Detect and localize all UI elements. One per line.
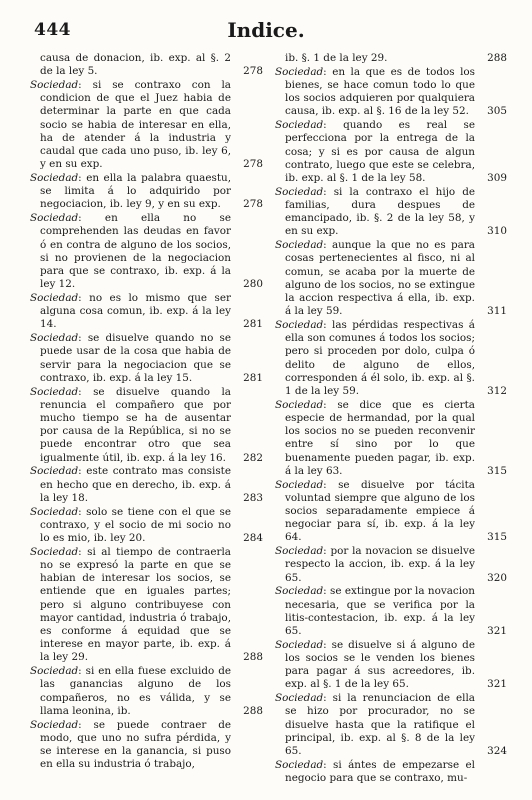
index-entry-body: : se disuelve por tácita voluntad siempre que alguno de los socios separadamente empiece á negociar para sí, ib. exp. á la ley 64. — [285, 478, 475, 544]
index-entry-body: : se dice que es cierta especie de hermandad, por la qual los socios no se pueden reconvenir entre sí sino por lo que buenamente pueden pagar, ib. exp. á la ley 63. — [285, 398, 475, 477]
index-entry-page-ref: 309 — [487, 172, 507, 185]
index-entry-text — [30, 332, 263, 385]
index-entry-page-ref: 321 — [487, 625, 507, 638]
index-entry-body: : se disuelve quando la renuncia el compañero que por mucho tiempo se ha de ausentar por causa de la República, si no se puede encontrar otro que sea igualmente útil, ib. exp. á la ley 16. — [40, 385, 231, 464]
index-entry-page-ref: 281 — [243, 371, 263, 384]
index-entry-subject: Sociedad — [275, 185, 324, 198]
index-entry-body: : en ella la palabra quaestu, se limita á lo adquirido por negociacion, ib. ley 9, y en su exp. — [40, 172, 231, 211]
index-entry-subject: Sociedad — [275, 545, 324, 558]
index-entry-text — [275, 479, 507, 545]
index-entry-text — [275, 186, 507, 239]
index-entry-page-ref: 315 — [487, 531, 507, 544]
index-entry-page-ref: 288 — [243, 651, 263, 664]
index-entry — [30, 546, 263, 665]
index-entry-body: : si la contraxo el hijo de familias, dura despues de emancipado, ib. §. 2 de la ley 58, y en su exp. — [285, 185, 475, 238]
index-entry — [275, 119, 507, 185]
index-entry — [275, 692, 507, 758]
index-entry-page-ref: 280 — [243, 278, 263, 291]
page-title: Indice. — [227, 18, 305, 42]
index-entry-body: : en ella no se comprehenden las deudas en favor ó en contra de alguno de los socios, si no provienen de la negociacion para que se contraxo, ib. exp. á la ley 12. — [40, 212, 231, 291]
index-entry-body: : este contrato mas consiste en hecho que en derecho, ib. exp. á la ley 18. — [40, 465, 231, 504]
index-entry-page-ref: 324 — [487, 745, 507, 758]
index-entry — [30, 506, 263, 546]
index-entry — [30, 719, 263, 772]
index-entry — [275, 319, 507, 398]
index-entry — [275, 52, 507, 65]
index-entry — [275, 479, 507, 545]
index-entry-page-ref: 284 — [243, 532, 263, 545]
index-entry-subject: Sociedad — [275, 692, 324, 705]
index-entry-text — [275, 585, 507, 638]
index-entry-page-ref: 278 — [243, 198, 263, 211]
index-entry-subject: Sociedad — [275, 585, 324, 598]
index-entry-subject: Sociedad — [275, 119, 324, 132]
index-entry-text — [275, 66, 507, 119]
index-entry — [275, 585, 507, 638]
index-entry-subject: Sociedad — [275, 478, 324, 491]
index-entry-body: : se puede contraer de modo, que uno no sufra pérdida, y se interese en la ganancia, si puso en ella su industria ó trabajo, — [40, 718, 231, 771]
index-entry-page-ref: 320 — [487, 571, 507, 584]
index-entry-subject: Sociedad — [275, 638, 324, 651]
index-entry-body: : no es lo mismo que ser alguna cosa comun, ib. exp. á la ley 14. — [40, 292, 231, 331]
index-entry-page-ref: 315 — [487, 464, 507, 477]
index-entry-text — [30, 386, 263, 465]
index-entry-page-ref: 288 — [243, 704, 263, 717]
index-entry-page-ref: 305 — [487, 105, 507, 118]
index-entry-text — [30, 506, 263, 546]
index-entry-subject: Sociedad — [30, 465, 79, 478]
index-entry-text — [30, 465, 263, 505]
index-entry-text — [30, 719, 263, 772]
index-entry-body: : por la novacion se disuelve respecto la accion, ib. exp. á la ley 65. — [285, 545, 475, 584]
index-entry — [30, 79, 263, 171]
page-number: 444 — [34, 20, 71, 40]
index-entry-subject: Sociedad — [275, 65, 324, 78]
index-entry-body: : solo se tiene con el que se contraxo, y el socio de mi socio no lo es mio, ib. ley 20. — [40, 505, 231, 545]
index-entry-text — [275, 759, 507, 785]
index-entry-text — [275, 639, 507, 692]
index-entry — [30, 172, 263, 212]
index-entry-text — [30, 79, 263, 171]
index-entry-page-ref: 288 — [487, 52, 507, 64]
index-entry-subject: Sociedad — [30, 79, 79, 91]
index-entry — [275, 759, 507, 785]
index-entry-subject: Sociedad — [30, 718, 79, 731]
index-entry-page-ref: 321 — [487, 678, 507, 691]
index-entry-text — [275, 319, 507, 398]
index-entry-text — [30, 172, 263, 212]
index-entry — [275, 186, 507, 239]
index-entry — [30, 332, 263, 385]
index-entry-body: ib. §. 1 de la ley 29. — [285, 52, 388, 64]
index-entry-page-ref: 278 — [243, 65, 263, 78]
index-entry-body: : se disuelve quando no se puede usar de la cosa que habia de servir para la negociacion que se contraxo, ib. exp. á la ley 15. — [40, 332, 231, 384]
index-entry-page-ref: 278 — [243, 158, 263, 171]
index-entry-text — [275, 399, 507, 478]
index-entry-subject: Sociedad — [30, 545, 79, 558]
index-entry-text — [30, 292, 263, 332]
index-entry-text — [275, 692, 507, 758]
index-entry-text — [30, 212, 263, 291]
index-entry-page-ref: 283 — [243, 491, 263, 504]
index-entry — [30, 52, 263, 78]
index-entry-subject: Sociedad — [275, 398, 324, 411]
index-entry-page-ref: 282 — [243, 451, 263, 464]
index-entry-text — [30, 665, 263, 718]
left-column — [30, 52, 263, 772]
index-entry-subject: Sociedad — [30, 212, 79, 225]
index-entry-text — [275, 239, 507, 318]
right-column — [275, 52, 507, 786]
index-entry — [275, 239, 507, 318]
index-entry-body: : si al tiempo de contraerla no se expresó la parte en que se habian de interesar los socios, se entiende que en iguales partes; pero si alguno contribuyese con mayor cantidad, industria ó trabajo, es conforme á equidad que se interese en mayor parte, ib. exp. á la ley 29. — [40, 545, 231, 664]
index-entry-subject: Sociedad — [275, 239, 324, 252]
index-entry-body: : si se contraxo con la condicion de que el Juez habia de determinar la parte en que cada socio se habia de interesar en ella, ha de atender á la industria y caudal que cada uno puso, ib. ley 6, y en su exp. — [40, 79, 231, 171]
index-entry — [30, 386, 263, 465]
index-entry-page-ref: 310 — [487, 225, 507, 238]
index-entry-subject: Sociedad — [275, 319, 324, 332]
index-entry — [30, 212, 263, 291]
index-entry-body: : se extingue por la novacion necesaria, que se verifica por la litis-contestacion, ib. exp. á la ley 65. — [285, 585, 475, 638]
index-entry-page-ref: 312 — [487, 385, 507, 398]
index-entry-subject: Sociedad — [30, 332, 79, 345]
index-entry-subject: Sociedad — [30, 505, 79, 518]
index-entry-text — [275, 52, 507, 65]
index-entry-subject: Sociedad — [30, 172, 79, 185]
index-entry-text — [275, 545, 507, 585]
index-entry-page-ref: 311 — [487, 305, 507, 318]
index-entry — [30, 665, 263, 718]
index-entry-body: : en la que es de todos los bienes, se hace comun todo lo que los socios adquieren por qualquiera causa, ib. exp. al §. 16 de la ley 52. — [285, 65, 475, 118]
index-entry-body: : las pérdidas respectivas á ella son comunes á todos los socios; pero si proceden por dolo, culpa ó delito de alguno de ellos, corresponden á él solo, ib. exp. al §. 1 de la ley 59. — [285, 319, 475, 398]
index-entry-subject: Sociedad — [275, 758, 324, 771]
index-entry — [275, 639, 507, 692]
index-entry-text — [30, 52, 263, 78]
index-entry-text — [275, 119, 507, 185]
index-entry-body: : se disuelve si á alguno de los socios se le venden los bienes para pagar á sus acreedores, ib. exp. al §. 1 de la ley 65. — [285, 638, 475, 691]
index-entry-subject: Sociedad — [30, 665, 79, 678]
index-entry-text — [30, 546, 263, 665]
index-entry-body: : si en ella fuese excluido de las ganancias alguno de los compañeros, no es válida, y se llama leonina, ib. — [40, 665, 231, 717]
index-entry — [275, 66, 507, 119]
index-entry-body: : si ántes de empezarse el negocio para que se contraxo, mu- — [285, 758, 475, 785]
index-entry-body: : quando es real se perfecciona por la entrega de la cosa; y si es por causa de algun contrato, luego que este se celebra, ib. exp. al §. 1 de la ley 58. — [285, 119, 475, 185]
index-entry — [30, 292, 263, 332]
index-entry-page-ref: 281 — [243, 318, 263, 331]
index-entry-subject: Sociedad — [30, 385, 79, 398]
index-entry-subject: Sociedad — [30, 292, 79, 305]
index-entry-body: causa de donacion, ib. exp. al §. 2 de la ley 5. — [40, 52, 231, 78]
index-entry — [275, 545, 507, 585]
index-entry — [30, 465, 263, 505]
index-entry-body: : si la renunciacion de ella se hizo por procurador, no se disuelve hasta que la ratifique el principal, ib. exp. al §. 8 de la ley 65. — [285, 692, 475, 758]
index-entry-body: : aunque la que no es para cosas pertenecientes al fisco, ni al comun, se acaba por la muerte de alguno de los socios, no se extingue la accion respectiva á ella, ib. exp. á la ley 59. — [285, 239, 475, 318]
index-entry — [275, 399, 507, 478]
